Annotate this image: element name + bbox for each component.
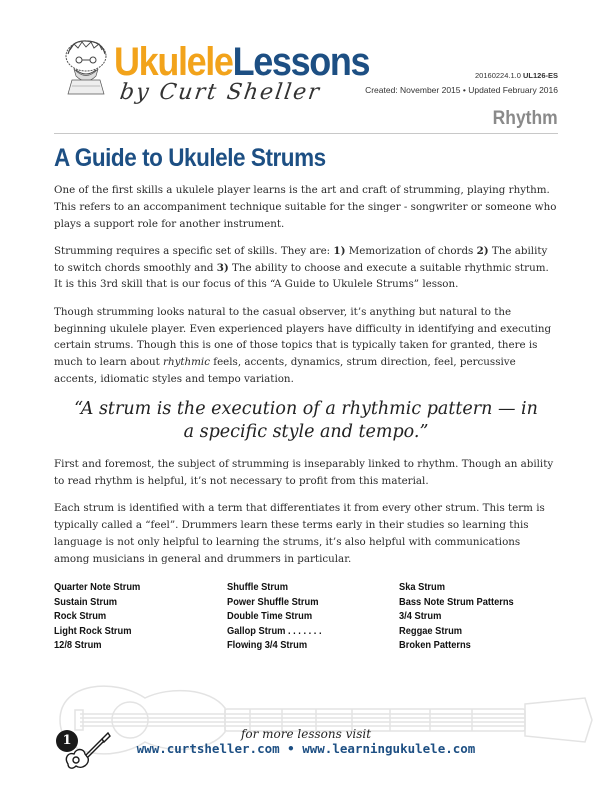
strum-item: Gallop Strum . . . . . . .: [227, 625, 322, 637]
doc-number: 20160224.1.0: [475, 71, 523, 80]
strum-column-1: [54, 581, 147, 654]
strum-item: Light Rock Strum: [54, 625, 132, 637]
strum-item: Flowing 3/4 Strum: [227, 640, 308, 651]
quote-line-2: a specific style and tempo.”: [183, 422, 429, 443]
natural-text: Though strumming looks natural to the casual observer, it’s anything but natural to the beginning ukulele player. Even experienced players have difficulty in identifying and executing certain strums. Though this is one of those topics that is typically taken for granted, there is much to learn about: [54, 305, 552, 369]
skills-text: The ability to switch chords smoothly and: [54, 244, 548, 274]
strum-item: Sustain Strum: [54, 596, 118, 608]
logo-lessons: Lessons: [232, 40, 370, 84]
skills-text: Strumming requires a specific set of skills. They are:: [54, 244, 334, 257]
skills-number-1: 1): [333, 244, 346, 257]
skills-text: The ability to choose and execute a suitable rhythmic strum. It is this 3rd skill that is our focus of this “A Guide to Ukulele Strums” lesson.: [54, 261, 549, 291]
strum-item: Bass Note Strum Patterns: [399, 596, 514, 608]
paragraph-rhythm: First and foremost, the subject of strumming is inseparably linked to rhythm. Though an ability to read rhythm is helpful, it’s not necessary to profit from this material.: [54, 458, 554, 488]
lesson-body: [54, 182, 558, 578]
header-divider: [54, 133, 558, 134]
quote-line-1: “A strum is the execution of a rhythmic pattern — in: [74, 399, 538, 420]
strum-item: 3/4 Strum: [399, 611, 442, 622]
doc-code: UL126-ES: [522, 71, 558, 80]
paragraph-natural: [54, 304, 558, 388]
paragraph-feel: Each strum is identified with a term that differentiates it from every other strum. This term is typically called a “feel”. Drummers learn these terms early in their studies so learning this language is not only helpful to learning the strums, it’s also helpful with communications among musicians in general and drummers in particular.: [54, 502, 545, 565]
category-label: Rhythm: [492, 108, 558, 129]
curtsheller-link[interactable]: www.curtsheller.com: [136, 741, 280, 756]
paragraph-intro: One of the first skills a ukulele player learns is the art and craft of strumming, playing rhythm. This refers to an accompaniment technique suitable for the singer - songwriter or someone who plays a support role for another instrument.: [54, 184, 557, 230]
natural-text: feels, accents, dynamics, strum direction, feel, percussive accents, idiomatic styles and tempo variation.: [54, 356, 516, 385]
logo-ukulele: Ukulele: [114, 40, 233, 84]
strum-item: Ska Strum: [399, 582, 446, 593]
logo-title: [114, 42, 369, 82]
logo-byline: by Curt Sheller: [118, 80, 323, 105]
page-number-badge: 1: [56, 730, 78, 752]
skills-text: Memorization of chords: [345, 244, 477, 257]
link-separator: •: [279, 741, 303, 756]
document-id: [475, 71, 558, 80]
strum-item: Shuffle Strum: [227, 582, 288, 593]
strum-item: Broken Patterns: [399, 640, 471, 651]
document-dates: Created: November 2015 • Updated February 2016: [365, 85, 558, 95]
more-lessons-text: for more lessons visit: [240, 727, 372, 741]
learningukulele-link[interactable]: www.learningukulele.com: [302, 741, 476, 756]
skills-number-3: 3): [216, 261, 229, 274]
strum-item: 12/8 Strum: [54, 640, 102, 651]
natural-emphasis: rhythmic: [163, 356, 210, 369]
strum-column-3: [399, 581, 522, 654]
strum-item: Rock Strum: [54, 611, 107, 622]
page-title: A Guide to Ukulele Strums: [54, 144, 326, 172]
strum-item: Power Shuffle Strum: [227, 596, 319, 608]
logo[interactable]: [52, 26, 392, 108]
skills-number-2: 2): [476, 244, 489, 257]
strum-column-2: [227, 581, 329, 654]
strum-item: Reggae Strum: [399, 625, 463, 637]
curt-face-icon: [58, 36, 114, 96]
paragraph-skills: [54, 243, 558, 293]
strum-item: Double Time Strum: [227, 611, 313, 622]
pull-quote: [54, 398, 558, 444]
strum-item: Quarter Note Strum: [54, 582, 141, 593]
